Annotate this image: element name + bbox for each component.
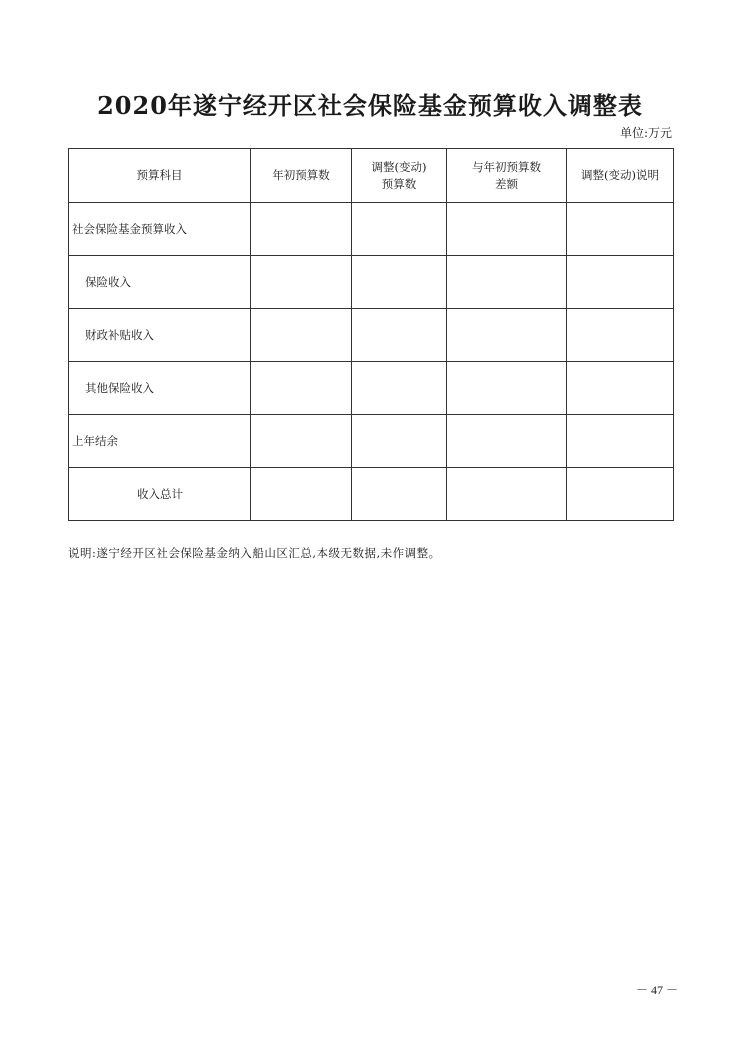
document-title: 2020年遂宁经开区社会保险基金预算收入调整表 (97, 91, 643, 120)
table-cell (567, 362, 674, 415)
header-adjustment-note: 调整(变动)说明 (567, 149, 674, 203)
table-cell (352, 309, 447, 362)
table-cell (251, 415, 352, 468)
table-cell (251, 203, 352, 256)
table-cell (567, 203, 674, 256)
table-cell (567, 468, 674, 521)
unit-label: 单位:万元 (619, 126, 672, 140)
row-label-revenue-total: 收入总计 (69, 468, 251, 521)
table-row (69, 309, 674, 362)
table-cell (352, 203, 447, 256)
table-cell (447, 468, 567, 521)
table-cell (251, 309, 352, 362)
table-row (69, 203, 674, 256)
header-difference: 与年初预算数 差额 (447, 149, 567, 203)
row-label-prior-year-balance: 上年结余 (69, 415, 251, 468)
table-cell (447, 415, 567, 468)
table-cell (352, 415, 447, 468)
header-budget-subject: 预算科目 (69, 149, 251, 203)
table-cell (251, 468, 352, 521)
table-cell (251, 256, 352, 309)
table-cell (352, 256, 447, 309)
table-cell (251, 362, 352, 415)
table-cell (447, 362, 567, 415)
table-cell (352, 362, 447, 415)
row-label-fiscal-subsidy: 财政补贴收入 (69, 309, 251, 362)
row-label-social-insurance-revenue: 社会保险基金预算收入 (69, 203, 251, 256)
table-row (69, 415, 674, 468)
header-initial-budget: 年初预算数 (251, 149, 352, 203)
table-cell (567, 256, 674, 309)
row-label-insurance-revenue: 保险收入 (69, 256, 251, 309)
table-cell (447, 203, 567, 256)
budget-adjustment-table (68, 148, 674, 521)
table-cell (567, 309, 674, 362)
table-row (69, 362, 674, 415)
table-row (69, 256, 674, 309)
table-cell (447, 309, 567, 362)
table-header-row (69, 149, 674, 203)
table-cell (352, 468, 447, 521)
table-cell (567, 415, 674, 468)
table-cell (447, 256, 567, 309)
footnote: 说明:遂宁经开区社会保险基金纳入船山区汇总,本级无数据,未作调整。 (68, 546, 441, 560)
row-label-other-insurance: 其他保险收入 (69, 362, 251, 415)
header-adjusted-budget: 调整(变动) 预算数 (352, 149, 447, 203)
table-row (69, 468, 674, 521)
page-number: － 47 － (635, 983, 678, 997)
